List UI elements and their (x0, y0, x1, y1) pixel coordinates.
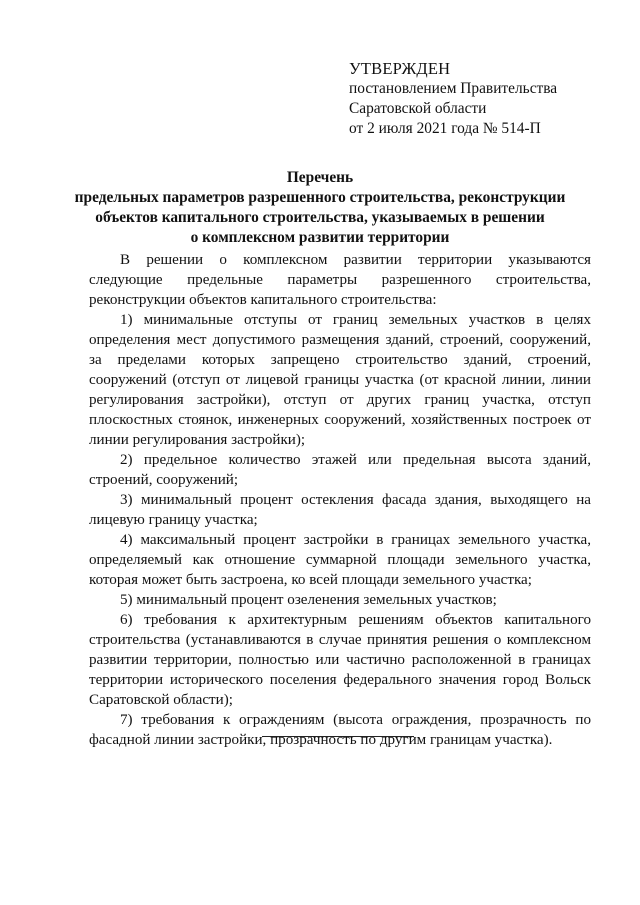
approval-line-2: Саратовской области (349, 100, 487, 117)
title-line-4: о комплексном развитии территории (190, 229, 450, 246)
document-title (0, 168, 640, 248)
approval-line-3: от 2 июля 2021 года № 514-П (349, 120, 541, 137)
intro-paragraph: В решении о комплексном развитии территории указываются следующие предельные параметры разрешенного строительства, реконструкции объектов капитального строительства: (89, 252, 591, 308)
approval-block (349, 59, 609, 139)
list-item-1: 1) минимальные отступы от границ земельных участков в целях определения мест допустимого размещения зданий, строений, сооружений, за пределами которых запрещено строительство зданий, строений, сооружений (отступ от лицевой границы участка (от красной линии, линии регулирования застройки), отступ от других границ участка, отступ плоскостных стоянок, инженерных сооружений, хозяйственных построек от линии регулирования застройки); (89, 312, 591, 448)
list-item-5: 5) минимальный процент озеленения земельных участков; (120, 592, 497, 608)
list-item-4: 4) максимальный процент застройки в границах земельного участка, определяемый как отношение суммарной площади земельного участка, которая может быть застроена, ко всей площади земельного участка; (89, 532, 591, 588)
list-item-3: 3) минимальный процент остекления фасада здания, выходящего на лицевую границу участка; (89, 492, 591, 528)
approval-line-1: постановлением Правительства (349, 80, 558, 97)
approval-stamp: УТВЕРЖДЕН (349, 59, 451, 78)
title-line-2: предельных параметров разрешенного строительства, реконструкции (74, 189, 566, 206)
title-line-1: Перечень (286, 169, 354, 186)
end-divider (262, 736, 414, 737)
list-item-6: 6) требования к архитектурным решениям объектов капитального строительства (устанавливаются в случае принятия решения о комплексном развитии территории, полностью или частично расположенной в границах территории исторического поселения федерального значения город Вольск Саратовской области); (89, 612, 591, 708)
title-line-3: объектов капитального строительства, указываемых в решении (95, 209, 545, 226)
list-item-2: 2) предельное количество этажей или предельная высота зданий, строений, сооружений; (89, 452, 591, 488)
list-item-7: 7) требования к ограждениям (высота ограждения, прозрачность по фасадной линии застройки, прозрачность по другим границам участка). (89, 712, 591, 748)
document-body (89, 250, 591, 750)
